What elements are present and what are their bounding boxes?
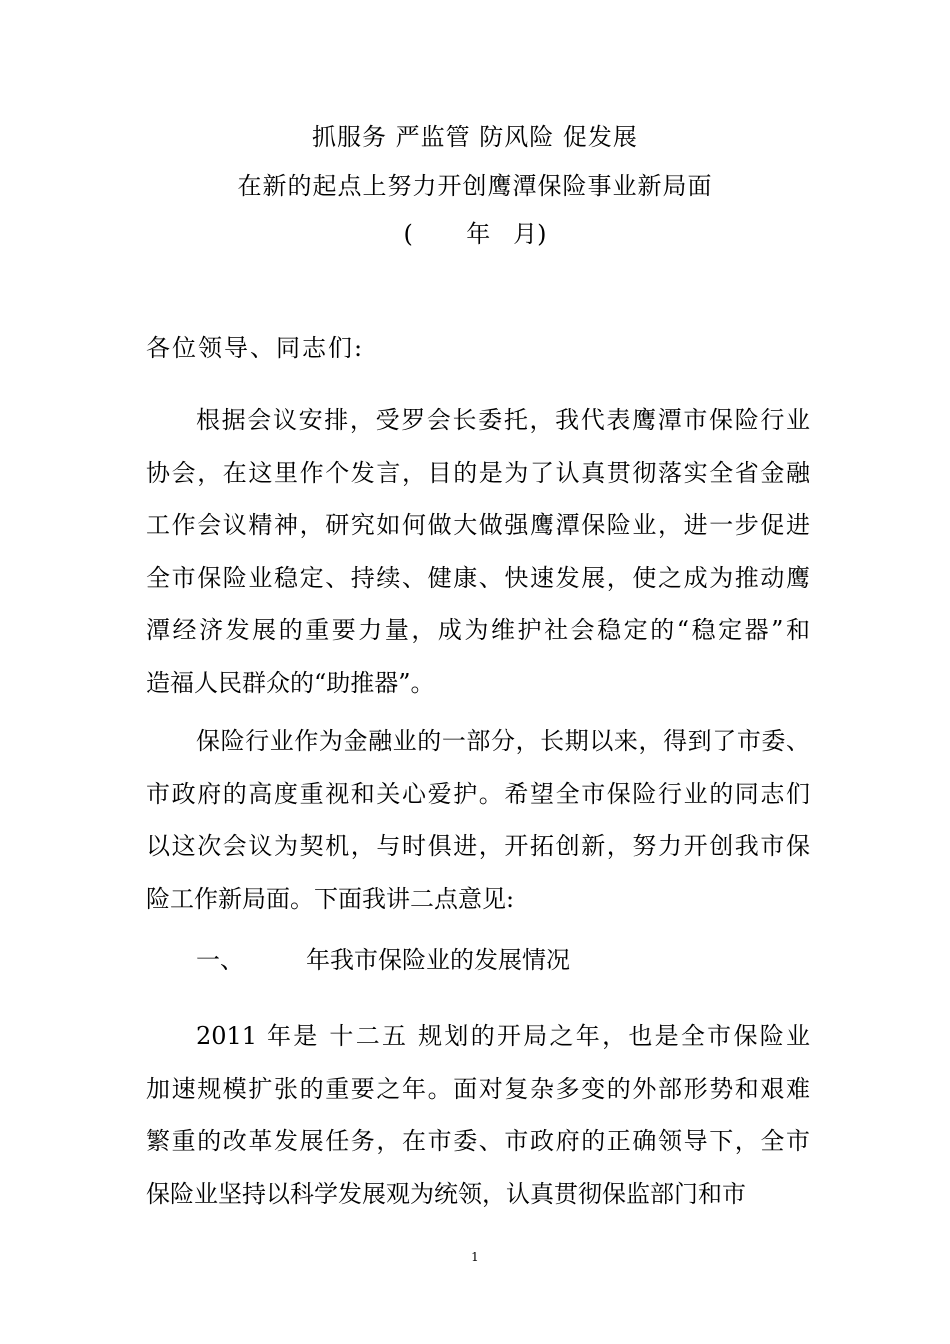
paragraph-line: 协会，在这里作个发言，目的是为了认真贯彻落实全省金融 (146, 458, 810, 487)
paragraph-line: 险工作新局面。下面我讲二点意见: (146, 884, 515, 913)
paragraph-2 (146, 715, 810, 925)
paragraph-line: 保险业坚持以科学发展观为统领，认真贯彻保监部门和市 (146, 1179, 746, 1208)
paragraph-line: 潭经济发展的重要力量，成为维护社会稳定的“稳定器”和 (146, 616, 810, 644)
paragraph-line: 市政府的高度重视和关心爱护。希望全市保险行业的同志们 (146, 779, 810, 808)
paragraph-3 (146, 1010, 810, 1220)
paragraph-line: 工作会议精神，研究如何做大做强鹰潭保险业，进一步促进 (146, 511, 810, 539)
document-title-line1: 抓服务 严监管 防风险 促发展 (312, 123, 638, 151)
paragraph-line: 加速规模扩张的重要之年。面对复杂多变的外部形势和艰难 (146, 1074, 810, 1103)
paragraph-line: 以这次会议为契机，与时俱进，开拓创新，努力开创我市保 (146, 832, 810, 860)
paragraph-line: 根据会议安排，受罗会长委托，我代表鹰潭市保险行业 (196, 406, 810, 434)
paragraph-line: 全市保险业稳定、持续、健康、快速发展，使之成为推动鹰 (146, 563, 810, 592)
paragraph-line: 保险行业作为金融业的一部分，长期以来，得到了市委、 (196, 727, 810, 755)
section-heading-1 (196, 940, 570, 980)
document-title-line2: 在新的起点上努力开创鹰潭保险事业新局面 (237, 172, 713, 200)
paragraph-line: 造福人民群众的“助推器”。 (146, 668, 435, 697)
page-number: 1 (471, 1250, 479, 1264)
section-number: 一、 (196, 946, 244, 974)
paragraph-1 (146, 394, 810, 709)
paragraph-line: 2011 年是 十二五 规划的开局之年，也是全市保险业 (196, 1022, 810, 1050)
salutation: 各位领导、同志们: (146, 334, 365, 362)
date-line: ( 年 月) (403, 220, 547, 248)
paragraph-line: 繁重的改革发展任务，在市委、市政府的正确领导下，全市 (146, 1127, 810, 1155)
section-title: 年我市保险业的发展情况 (306, 946, 570, 974)
